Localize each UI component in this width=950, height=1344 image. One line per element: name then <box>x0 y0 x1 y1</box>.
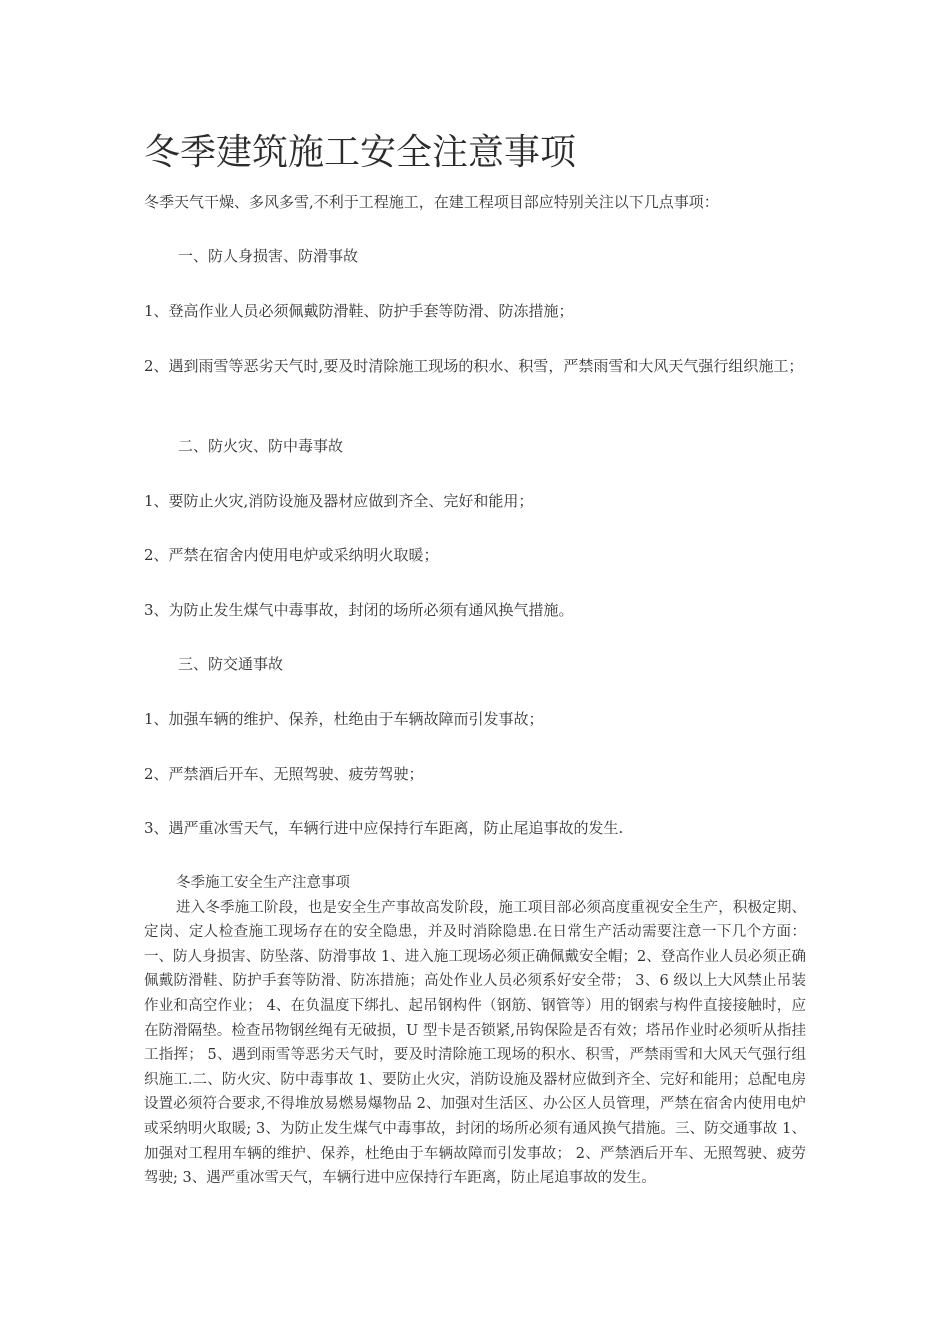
appendix-body: 进入冬季施工阶段，也是安全生产事故高发阶段，施工项目部必须高度重视安全生产，积极定期、定岗、定人检查施工现场存在的安全隐患，并及时消除隐患.在日常生产活动需要注意一下几个方面：一、防人身损害、防坠落、防滑事故 1、进入施工现场必须正确佩戴安全帽；2、登高作业人员必须正确佩戴防滑鞋、防护手套等防滑、防冻措施；高处作业人员必须系好安全带； 3、6 级以上大风禁止吊装作业和高空作业； 4、在负温度下绑扎、起吊钢构件（钢筋、钢管等）用的钢索与构件直接接触时，应在防滑隔垫。检查吊物钢丝绳有无破损，U 型卡是否锁紧,吊钩保险是否有效；塔吊作业时必须听从指挂工指挥； 5、遇到雨雪等恶劣天气时，要及时清除施工现场的积水、积雪，严禁雨雪和大风天气强行组织施工.二、防火灾、防中毒事故 1、要防止火灾，消防设施及器材应做到齐全、完好和能用；总配电房设置必须符合要求,不得堆放易燃易爆物品 2、加强对生活区、办公区人员管理，严禁在宿舍内使用电炉或采纳明火取暖; 3、为防止发生煤气中毒事故，封闭的场所必须有通风换气措施。三、防交通事故 1、加强对工程用车辆的维护、保养，杜绝由于车辆故障而引发事故； 2、严禁酒后开车、无照驾驶、疲劳驾驶; 3、遇严重冰雪天气，车辆行进中应保持行车距离，防止尾追事故的发生。 <box>144 899 806 1187</box>
section2-item-1: 1、要防止火灾,消防设施及器材应做到齐全、完好和能用； <box>144 492 534 510</box>
page-title: 冬季建筑施工安全注意事项 <box>144 132 577 173</box>
section-heading-2: 二、防火灾、防中毒事故 <box>178 437 344 455</box>
section1-item-2: 2、遇到雨雪等恶劣天气时,要及时清除施工现场的积水、积雪，严禁雨雪和大风天气强行组织施工； <box>144 357 804 375</box>
section3-item-3: 3、遇严重冰雪天气，车辆行进中应保持行车距离，防止尾追事故的发生. <box>144 819 624 837</box>
section3-item-2: 2、严禁酒后开车、无照驾驶、疲劳驾驶； <box>144 765 424 783</box>
appendix-section <box>144 871 806 1191</box>
section2-item-3: 3、为防止发生煤气中毒事故，封闭的场所必须有通风换气措施。 <box>144 601 574 619</box>
section3-item-1: 1、加强车辆的维护、保养，杜绝由于车辆故障而引发事故； <box>144 710 544 728</box>
section2-item-2: 2、严禁在宿舍内使用电炉或采纳明火取暖； <box>144 546 439 564</box>
intro-paragraph: 冬季天气干燥、多风多雪,不利于工程施工，在建工程项目部应特别关注以下几点事项： <box>144 193 719 211</box>
section-heading-1: 一、防人身损害、防滑事故 <box>178 247 359 265</box>
section-heading-3: 三、防交通事故 <box>178 655 284 673</box>
section1-item-1: 1、登高作业人员必须佩戴防滑鞋、防护手套等防滑、防冻措施； <box>144 302 574 320</box>
appendix-title: 冬季施工安全生产注意事项 <box>176 875 350 891</box>
